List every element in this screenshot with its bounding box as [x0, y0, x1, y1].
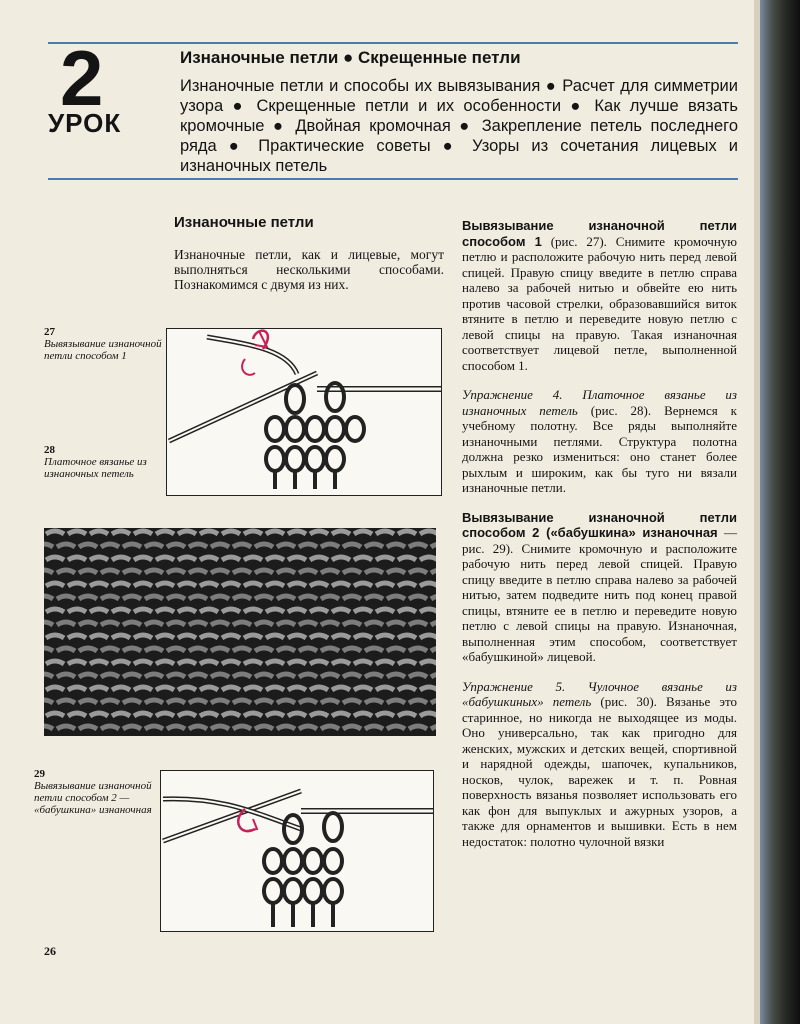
lesson-number: 2 [60, 34, 104, 122]
caption-fig29-text: Вывязывание изнаночной петли способом 2 — «бабушкина» изнаночная [34, 780, 152, 816]
caption-fig27-text: Вывязывание изнаночной петли способом 1 [44, 338, 162, 362]
caption-fig28-text: Платочное вязанье из изнаночных петель [44, 456, 147, 480]
right-column [462, 218, 737, 863]
caption-fig28-number: 28 [44, 444, 55, 456]
caption-fig28 [44, 444, 164, 480]
purl-stitch-method2-drawing [161, 771, 433, 931]
paragraph-exercise5 [462, 679, 737, 850]
exercise5-text: (рис. 30). Вязанье это старинное, но никогда не выходящее из моды. Оно универсально, так как пригодно для женских, мужских и детских вещей, спортивной и нарядной одежды, шапочек, купальников, носков, чулок, варежек и т. п. Ровная поверхность вязанья позволяет использовать его как фон для выпуклых и ажурных узоров, а также для орнаментов и вышивки. Есть в нем недостаток: полотно чулочной вязки [462, 694, 737, 849]
caption-fig27-number: 27 [44, 326, 55, 338]
method1-heading: Вывязывание изнаночной петли способом 1 [462, 218, 737, 249]
garter-stitch-texture [44, 528, 436, 736]
figure-27-illustration [166, 328, 442, 496]
background-photo-edge [760, 0, 800, 1024]
paragraph-method1 [462, 218, 737, 373]
exercise4-text: (рис. 28). Вернемся к учебному полотну. Все ряды выполняйте изнаночными петлями. Структура полотна должна резко измениться: оно станет более рыхлым и широким, как бы туго ни вязали изнаночные петли. [462, 402, 737, 495]
header-bottom-rule [48, 178, 738, 180]
header-top-rule [48, 42, 738, 44]
left-column [174, 214, 444, 292]
method2-heading: Вывязывание изнаночной петли способом 2 («бабушкина» изнаночная [462, 509, 737, 540]
section-intro: Изнаночные петли, как и лицевые, могут выполняться несколькими способами. Познакомимся с двумя из них. [174, 247, 444, 292]
lesson-word: УРОК [48, 108, 122, 138]
page-number: 26 [44, 944, 56, 958]
method1-text: (рис. 27). Снимите кромочную петлю и расположите рабочую нить перед левой спицей. Правую спицу введите в петлю справа налево за рабочей нитью и обвейте ею нить против часовой стрелки, образовавшийся виток втяните в петлю и переведите новую петлю с левой спицы на правую. Такая изнаночная соответствует лицевой петле, выполненной способом 1. [462, 233, 737, 373]
paragraph-exercise4 [462, 387, 737, 496]
caption-fig29-number: 29 [34, 768, 45, 780]
figure-29-illustration [160, 770, 434, 932]
caption-fig27 [44, 326, 164, 362]
method2-text: — рис. 29). Снимите кромочную и расположите рабочую нить перед левой спицей. Правую спицу введите в петлю справа налево за рабочей нитью, затем подведите нить под конец правой спицы, втяните ее в петлю и переведите новую петлю с левой спицы на правую. Изнаночная, выполненная этим способом, соответствует «бабушкиной» лицевой. [462, 525, 738, 664]
knitted-fabric-photo [44, 528, 436, 736]
paragraph-method2 [462, 510, 737, 665]
caption-fig29 [34, 768, 154, 816]
purl-stitch-method1-drawing [167, 329, 441, 495]
lesson-title: Изнаночные петли ● Скрещенные петли [180, 48, 521, 67]
exercise4-heading: Упражнение 4. Платочное вязанье из изнаночных петель [462, 387, 737, 418]
section-title: Изнаночные петли [174, 214, 314, 231]
lesson-topics: Изнаночные петли и способы их вывязывания ● Расчет для симметрии узора ● Скрещенные петли и их особенности ● Как лучше вязать кромочные ● Двойная кромочная ● Закрепление петель последнего ряда ● Практические советы ● Узоры из сочетания лицевых и изнаночных петель [180, 77, 738, 175]
exercise5-heading: Упражнение 5. Чулочное вязанье из «бабушкиных» петель [462, 678, 737, 709]
